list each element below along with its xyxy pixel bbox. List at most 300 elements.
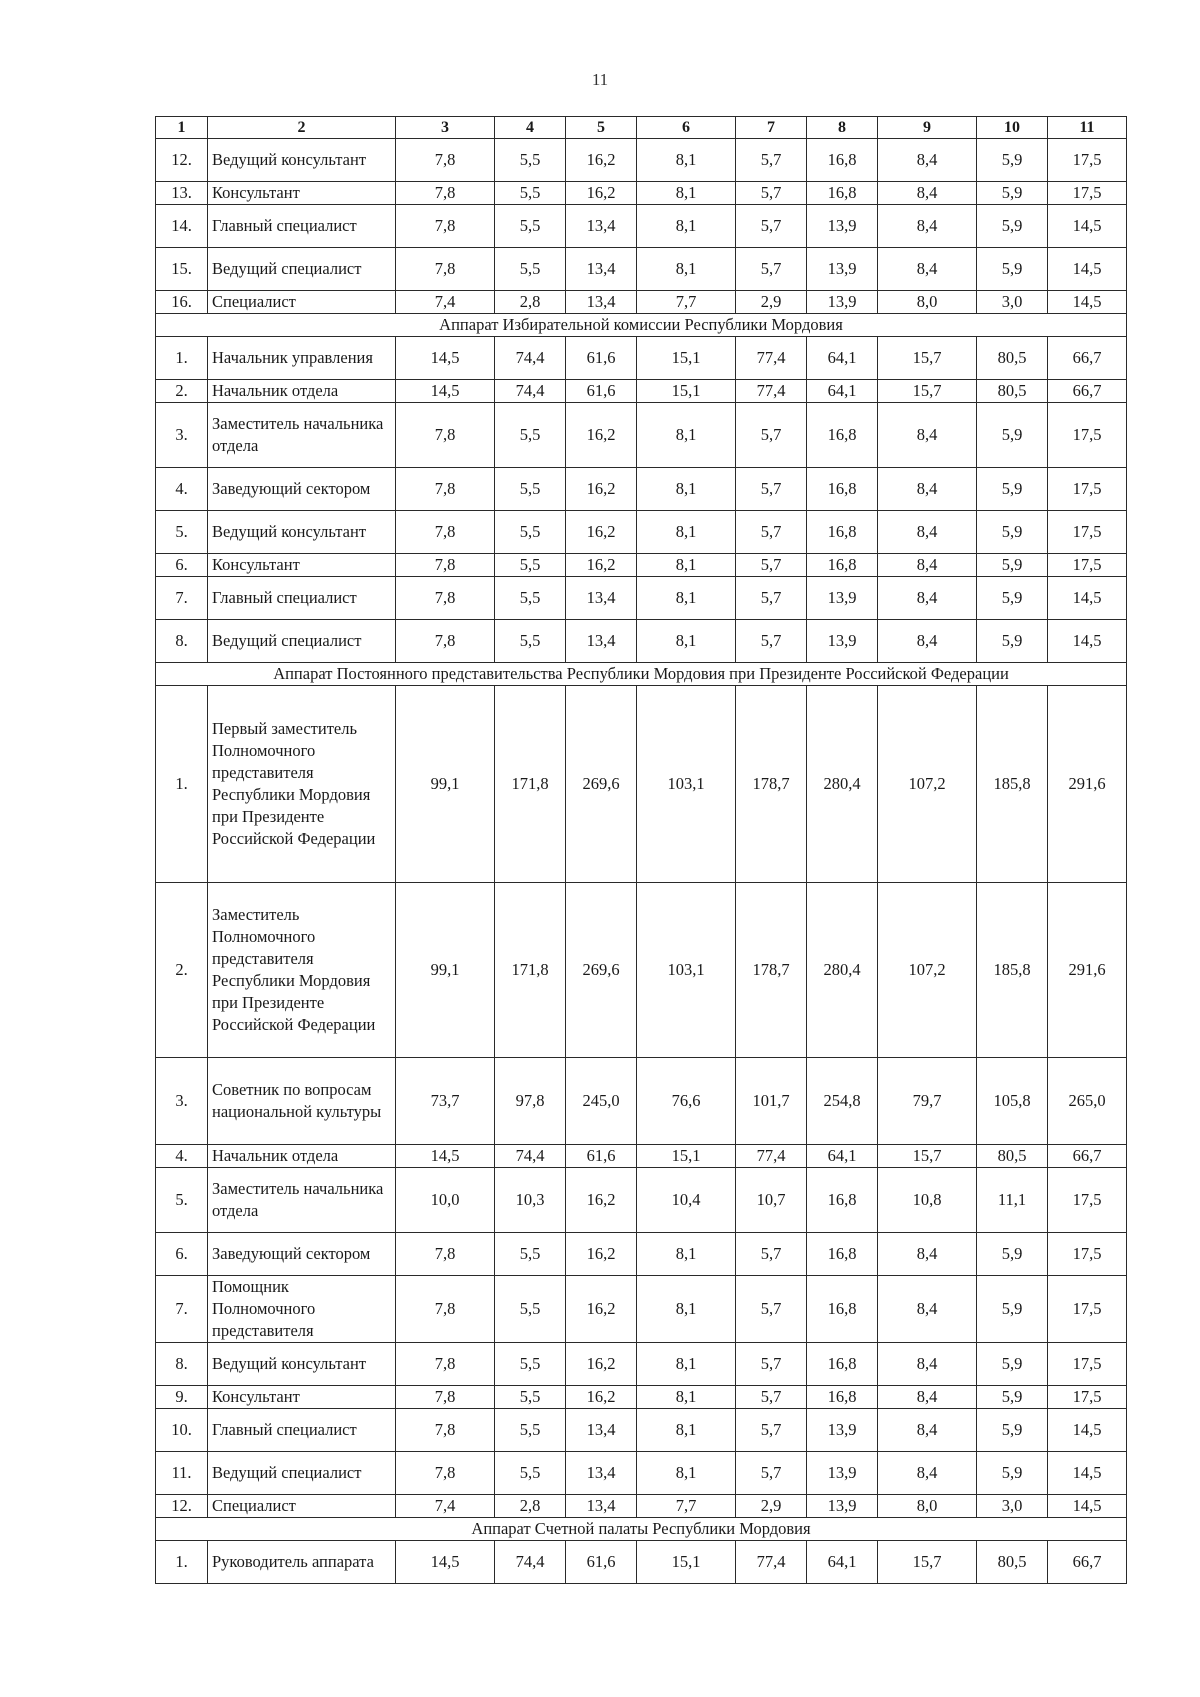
- value-cell: 16,8: [807, 1276, 878, 1343]
- value-cell: 17,5: [1048, 1276, 1127, 1343]
- value-cell: 14,5: [1048, 577, 1127, 620]
- value-cell: 64,1: [807, 1541, 878, 1584]
- row-number: 8.: [156, 620, 208, 663]
- table-row: [156, 380, 1127, 403]
- value-cell: 5,7: [736, 1276, 807, 1343]
- table-row: [156, 883, 1127, 1058]
- value-cell: 8,1: [637, 554, 736, 577]
- value-cell: 14,5: [1048, 620, 1127, 663]
- value-cell: 103,1: [637, 883, 736, 1058]
- value-cell: 2,8: [495, 1495, 566, 1518]
- value-cell: 13,4: [566, 248, 637, 291]
- value-cell: 101,7: [736, 1058, 807, 1145]
- value-cell: 5,7: [736, 511, 807, 554]
- position-name: Начальник отдела: [208, 380, 396, 403]
- value-cell: 14,5: [396, 380, 495, 403]
- position-name: Ведущий специалист: [208, 1452, 396, 1495]
- row-number: 16.: [156, 291, 208, 314]
- value-cell: 14,5: [1048, 291, 1127, 314]
- value-cell: 80,5: [977, 380, 1048, 403]
- section-row: [156, 1518, 1127, 1541]
- row-number: 1.: [156, 1541, 208, 1584]
- row-number: 4.: [156, 468, 208, 511]
- value-cell: 64,1: [807, 337, 878, 380]
- value-cell: 5,5: [495, 403, 566, 468]
- value-cell: 8,4: [878, 403, 977, 468]
- value-cell: 16,2: [566, 511, 637, 554]
- value-cell: 5,5: [495, 1276, 566, 1343]
- value-cell: 14,5: [396, 1541, 495, 1584]
- value-cell: 5,9: [977, 1276, 1048, 1343]
- value-cell: 64,1: [807, 1145, 878, 1168]
- position-name: Ведущий специалист: [208, 620, 396, 663]
- value-cell: 10,3: [495, 1168, 566, 1233]
- value-cell: 5,7: [736, 403, 807, 468]
- value-cell: 15,1: [637, 1541, 736, 1584]
- value-cell: 5,9: [977, 403, 1048, 468]
- value-cell: 7,8: [396, 511, 495, 554]
- table-row: [156, 1452, 1127, 1495]
- value-cell: 8,4: [878, 511, 977, 554]
- value-cell: 280,4: [807, 686, 878, 883]
- value-cell: 8,1: [637, 577, 736, 620]
- value-cell: 15,7: [878, 1541, 977, 1584]
- table-row: [156, 1409, 1127, 1452]
- value-cell: 5,7: [736, 182, 807, 205]
- value-cell: 5,7: [736, 1386, 807, 1409]
- value-cell: 5,7: [736, 1409, 807, 1452]
- table-row: [156, 1058, 1127, 1145]
- position-name: Ведущий консультант: [208, 1343, 396, 1386]
- salary-table: [155, 116, 1127, 1584]
- value-cell: 7,8: [396, 205, 495, 248]
- value-cell: 13,9: [807, 620, 878, 663]
- value-cell: 105,8: [977, 1058, 1048, 1145]
- value-cell: 16,8: [807, 1343, 878, 1386]
- value-cell: 8,1: [637, 1409, 736, 1452]
- value-cell: 8,4: [878, 1343, 977, 1386]
- value-cell: 15,7: [878, 380, 977, 403]
- value-cell: 5,9: [977, 205, 1048, 248]
- section-row: [156, 663, 1127, 686]
- value-cell: 8,4: [878, 1386, 977, 1409]
- value-cell: 7,8: [396, 182, 495, 205]
- value-cell: 17,5: [1048, 1233, 1127, 1276]
- column-header: 2: [208, 117, 396, 139]
- value-cell: 16,2: [566, 1233, 637, 1276]
- column-header: 7: [736, 117, 807, 139]
- value-cell: 16,2: [566, 1386, 637, 1409]
- value-cell: 8,1: [637, 511, 736, 554]
- value-cell: 5,9: [977, 1409, 1048, 1452]
- position-name: Главный специалист: [208, 577, 396, 620]
- table-row: [156, 1495, 1127, 1518]
- row-number: 6.: [156, 554, 208, 577]
- value-cell: 254,8: [807, 1058, 878, 1145]
- column-header: 5: [566, 117, 637, 139]
- value-cell: 8,4: [878, 577, 977, 620]
- value-cell: 8,4: [878, 620, 977, 663]
- value-cell: 5,9: [977, 511, 1048, 554]
- value-cell: 7,8: [396, 577, 495, 620]
- value-cell: 5,7: [736, 1343, 807, 1386]
- value-cell: 13,4: [566, 620, 637, 663]
- value-cell: 291,6: [1048, 883, 1127, 1058]
- table-row: [156, 1233, 1127, 1276]
- value-cell: 16,8: [807, 139, 878, 182]
- value-cell: 77,4: [736, 337, 807, 380]
- value-cell: 13,9: [807, 248, 878, 291]
- value-cell: 5,7: [736, 468, 807, 511]
- value-cell: 13,9: [807, 291, 878, 314]
- table-row: [156, 1276, 1127, 1343]
- row-number: 1.: [156, 686, 208, 883]
- value-cell: 16,8: [807, 403, 878, 468]
- column-header: 10: [977, 117, 1048, 139]
- value-cell: 8,1: [637, 1343, 736, 1386]
- value-cell: 5,7: [736, 248, 807, 291]
- value-cell: 107,2: [878, 686, 977, 883]
- value-cell: 5,7: [736, 554, 807, 577]
- value-cell: 61,6: [566, 1541, 637, 1584]
- value-cell: 99,1: [396, 883, 495, 1058]
- section-row: [156, 314, 1127, 337]
- value-cell: 5,9: [977, 248, 1048, 291]
- position-name: Советник по вопросам национальной культуры: [208, 1058, 396, 1145]
- row-number: 5.: [156, 1168, 208, 1233]
- value-cell: 13,4: [566, 205, 637, 248]
- value-cell: 16,2: [566, 1168, 637, 1233]
- value-cell: 280,4: [807, 883, 878, 1058]
- column-header: 6: [637, 117, 736, 139]
- value-cell: 8,4: [878, 1409, 977, 1452]
- row-number: 11.: [156, 1452, 208, 1495]
- position-name: Главный специалист: [208, 1409, 396, 1452]
- value-cell: 66,7: [1048, 1541, 1127, 1584]
- value-cell: 5,9: [977, 182, 1048, 205]
- value-cell: 5,5: [495, 1452, 566, 1495]
- value-cell: 13,4: [566, 1495, 637, 1518]
- value-cell: 8,1: [637, 248, 736, 291]
- value-cell: 7,8: [396, 139, 495, 182]
- value-cell: 5,5: [495, 1343, 566, 1386]
- value-cell: 15,1: [637, 1145, 736, 1168]
- table-row: [156, 1541, 1127, 1584]
- value-cell: 7,8: [396, 1409, 495, 1452]
- value-cell: 269,6: [566, 883, 637, 1058]
- value-cell: 5,9: [977, 468, 1048, 511]
- value-cell: 13,9: [807, 1452, 878, 1495]
- table-row: [156, 1168, 1127, 1233]
- value-cell: 8,4: [878, 1452, 977, 1495]
- position-name: Первый заместитель Полномочного представителя Республики Мордовия при Президенте Российской Федерации: [208, 686, 396, 883]
- row-number: 2.: [156, 883, 208, 1058]
- value-cell: 8,0: [878, 1495, 977, 1518]
- value-cell: 10,7: [736, 1168, 807, 1233]
- value-cell: 265,0: [1048, 1058, 1127, 1145]
- value-cell: 107,2: [878, 883, 977, 1058]
- value-cell: 17,5: [1048, 511, 1127, 554]
- position-name: Консультант: [208, 554, 396, 577]
- position-name: Заместитель Полномочного представителя Республики Мордовия при Президенте Российской Федерации: [208, 883, 396, 1058]
- value-cell: 5,5: [495, 1409, 566, 1452]
- table-row: [156, 1386, 1127, 1409]
- table-row: [156, 1145, 1127, 1168]
- value-cell: 16,2: [566, 403, 637, 468]
- position-name: Заместитель начальника отдела: [208, 403, 396, 468]
- value-cell: 5,5: [495, 577, 566, 620]
- value-cell: 7,4: [396, 291, 495, 314]
- value-cell: 80,5: [977, 1541, 1048, 1584]
- position-name: Заведующий сектором: [208, 468, 396, 511]
- value-cell: 5,5: [495, 1233, 566, 1276]
- value-cell: 5,7: [736, 139, 807, 182]
- value-cell: 8,4: [878, 139, 977, 182]
- value-cell: 73,7: [396, 1058, 495, 1145]
- section-title: Аппарат Счетной палаты Республики Мордовия: [156, 1518, 1127, 1541]
- value-cell: 8,4: [878, 182, 977, 205]
- value-cell: 5,7: [736, 620, 807, 663]
- column-header: 4: [495, 117, 566, 139]
- value-cell: 74,4: [495, 1145, 566, 1168]
- value-cell: 8,4: [878, 554, 977, 577]
- position-name: Руководитель аппарата: [208, 1541, 396, 1584]
- position-name: Помощник Полномочного представителя: [208, 1276, 396, 1343]
- value-cell: 5,9: [977, 1386, 1048, 1409]
- value-cell: 5,9: [977, 1343, 1048, 1386]
- value-cell: 7,8: [396, 1452, 495, 1495]
- row-number: 9.: [156, 1386, 208, 1409]
- value-cell: 178,7: [736, 686, 807, 883]
- value-cell: 185,8: [977, 883, 1048, 1058]
- value-cell: 15,1: [637, 337, 736, 380]
- value-cell: 16,2: [566, 1276, 637, 1343]
- value-cell: 14,5: [1048, 248, 1127, 291]
- value-cell: 16,8: [807, 1168, 878, 1233]
- value-cell: 13,9: [807, 1409, 878, 1452]
- value-cell: 14,5: [396, 1145, 495, 1168]
- column-header: 8: [807, 117, 878, 139]
- value-cell: 14,5: [396, 337, 495, 380]
- value-cell: 61,6: [566, 1145, 637, 1168]
- row-number: 12.: [156, 139, 208, 182]
- value-cell: 7,8: [396, 1386, 495, 1409]
- value-cell: 74,4: [495, 380, 566, 403]
- value-cell: 7,7: [637, 1495, 736, 1518]
- table-row: [156, 554, 1127, 577]
- value-cell: 16,2: [566, 1343, 637, 1386]
- value-cell: 8,1: [637, 620, 736, 663]
- value-cell: 5,9: [977, 554, 1048, 577]
- value-cell: 17,5: [1048, 1168, 1127, 1233]
- value-cell: 5,9: [977, 577, 1048, 620]
- table-body: [156, 139, 1127, 1584]
- value-cell: 15,7: [878, 337, 977, 380]
- page-number: 11: [591, 70, 609, 89]
- value-cell: 64,1: [807, 380, 878, 403]
- row-number: 15.: [156, 248, 208, 291]
- value-cell: 8,1: [637, 1233, 736, 1276]
- row-number: 10.: [156, 1409, 208, 1452]
- table-row: [156, 291, 1127, 314]
- value-cell: 76,6: [637, 1058, 736, 1145]
- value-cell: 171,8: [495, 883, 566, 1058]
- value-cell: 7,8: [396, 1343, 495, 1386]
- value-cell: 8,4: [878, 1276, 977, 1343]
- value-cell: 269,6: [566, 686, 637, 883]
- value-cell: 5,5: [495, 182, 566, 205]
- value-cell: 10,8: [878, 1168, 977, 1233]
- value-cell: 16,2: [566, 182, 637, 205]
- table-row: [156, 577, 1127, 620]
- row-number: 13.: [156, 182, 208, 205]
- value-cell: 7,8: [396, 1233, 495, 1276]
- value-cell: 13,4: [566, 577, 637, 620]
- value-cell: 178,7: [736, 883, 807, 1058]
- row-number: 4.: [156, 1145, 208, 1168]
- value-cell: 245,0: [566, 1058, 637, 1145]
- value-cell: 5,9: [977, 620, 1048, 663]
- position-name: Ведущий консультант: [208, 511, 396, 554]
- table-row: [156, 686, 1127, 883]
- position-name: Заместитель начальника отдела: [208, 1168, 396, 1233]
- value-cell: 5,5: [495, 511, 566, 554]
- value-cell: 61,6: [566, 337, 637, 380]
- value-cell: 14,5: [1048, 1495, 1127, 1518]
- value-cell: 5,7: [736, 577, 807, 620]
- value-cell: 2,9: [736, 291, 807, 314]
- table-row: [156, 511, 1127, 554]
- value-cell: 7,8: [396, 403, 495, 468]
- value-cell: 66,7: [1048, 1145, 1127, 1168]
- value-cell: 5,7: [736, 1233, 807, 1276]
- position-name: Консультант: [208, 182, 396, 205]
- value-cell: 15,7: [878, 1145, 977, 1168]
- value-cell: 5,7: [736, 1452, 807, 1495]
- value-cell: 16,2: [566, 139, 637, 182]
- value-cell: 2,9: [736, 1495, 807, 1518]
- value-cell: 17,5: [1048, 1343, 1127, 1386]
- column-header: 11: [1048, 117, 1127, 139]
- row-number: 1.: [156, 337, 208, 380]
- value-cell: 74,4: [495, 337, 566, 380]
- value-cell: 5,5: [495, 554, 566, 577]
- value-cell: 7,8: [396, 248, 495, 291]
- table-row: [156, 337, 1127, 380]
- row-number: 5.: [156, 511, 208, 554]
- position-name: Консультант: [208, 1386, 396, 1409]
- value-cell: 8,1: [637, 182, 736, 205]
- value-cell: 79,7: [878, 1058, 977, 1145]
- value-cell: 8,1: [637, 1452, 736, 1495]
- value-cell: 16,8: [807, 1386, 878, 1409]
- value-cell: 16,2: [566, 468, 637, 511]
- value-cell: 8,4: [878, 1233, 977, 1276]
- value-cell: 17,5: [1048, 139, 1127, 182]
- value-cell: 13,4: [566, 1452, 637, 1495]
- value-cell: 77,4: [736, 1541, 807, 1584]
- value-cell: 8,4: [878, 205, 977, 248]
- value-cell: 103,1: [637, 686, 736, 883]
- row-number: 7.: [156, 577, 208, 620]
- value-cell: 8,1: [637, 403, 736, 468]
- column-header: 3: [396, 117, 495, 139]
- value-cell: 17,5: [1048, 554, 1127, 577]
- value-cell: 16,2: [566, 554, 637, 577]
- position-name: Специалист: [208, 1495, 396, 1518]
- value-cell: 8,1: [637, 139, 736, 182]
- table-row: [156, 468, 1127, 511]
- value-cell: 7,4: [396, 1495, 495, 1518]
- value-cell: 8,1: [637, 468, 736, 511]
- table-row: [156, 205, 1127, 248]
- value-cell: 61,6: [566, 380, 637, 403]
- header-row: [156, 117, 1127, 139]
- value-cell: 13,4: [566, 291, 637, 314]
- value-cell: 77,4: [736, 1145, 807, 1168]
- position-name: Главный специалист: [208, 205, 396, 248]
- value-cell: 5,5: [495, 139, 566, 182]
- value-cell: 5,9: [977, 139, 1048, 182]
- section-title: Аппарат Постоянного представительства Республики Мордовия при Президенте Российской Федерации: [156, 663, 1127, 686]
- value-cell: 3,0: [977, 1495, 1048, 1518]
- table-row: [156, 139, 1127, 182]
- value-cell: 7,8: [396, 554, 495, 577]
- row-number: 3.: [156, 403, 208, 468]
- value-cell: 11,1: [977, 1168, 1048, 1233]
- row-number: 7.: [156, 1276, 208, 1343]
- value-cell: 5,5: [495, 1386, 566, 1409]
- value-cell: 5,7: [736, 205, 807, 248]
- value-cell: 99,1: [396, 686, 495, 883]
- value-cell: 14,5: [1048, 205, 1127, 248]
- value-cell: 16,8: [807, 511, 878, 554]
- value-cell: 185,8: [977, 686, 1048, 883]
- row-number: 3.: [156, 1058, 208, 1145]
- value-cell: 80,5: [977, 337, 1048, 380]
- value-cell: 13,9: [807, 205, 878, 248]
- value-cell: 10,4: [637, 1168, 736, 1233]
- position-name: Начальник отдела: [208, 1145, 396, 1168]
- row-number: 12.: [156, 1495, 208, 1518]
- value-cell: 13,4: [566, 1409, 637, 1452]
- value-cell: 16,8: [807, 468, 878, 511]
- value-cell: 66,7: [1048, 337, 1127, 380]
- column-header: 1: [156, 117, 208, 139]
- value-cell: 8,1: [637, 205, 736, 248]
- value-cell: 97,8: [495, 1058, 566, 1145]
- section-title: Аппарат Избирательной комиссии Республики Мордовия: [156, 314, 1127, 337]
- value-cell: 74,4: [495, 1541, 566, 1584]
- value-cell: 8,1: [637, 1276, 736, 1343]
- value-cell: 17,5: [1048, 182, 1127, 205]
- value-cell: 5,5: [495, 248, 566, 291]
- value-cell: 14,5: [1048, 1409, 1127, 1452]
- value-cell: 14,5: [1048, 1452, 1127, 1495]
- value-cell: 16,8: [807, 1233, 878, 1276]
- value-cell: 7,7: [637, 291, 736, 314]
- value-cell: 8,0: [878, 291, 977, 314]
- value-cell: 8,4: [878, 468, 977, 511]
- value-cell: 80,5: [977, 1145, 1048, 1168]
- position-name: Ведущий специалист: [208, 248, 396, 291]
- value-cell: 8,1: [637, 1386, 736, 1409]
- value-cell: 77,4: [736, 380, 807, 403]
- value-cell: 10,0: [396, 1168, 495, 1233]
- position-name: Специалист: [208, 291, 396, 314]
- value-cell: 5,5: [495, 468, 566, 511]
- value-cell: 7,8: [396, 620, 495, 663]
